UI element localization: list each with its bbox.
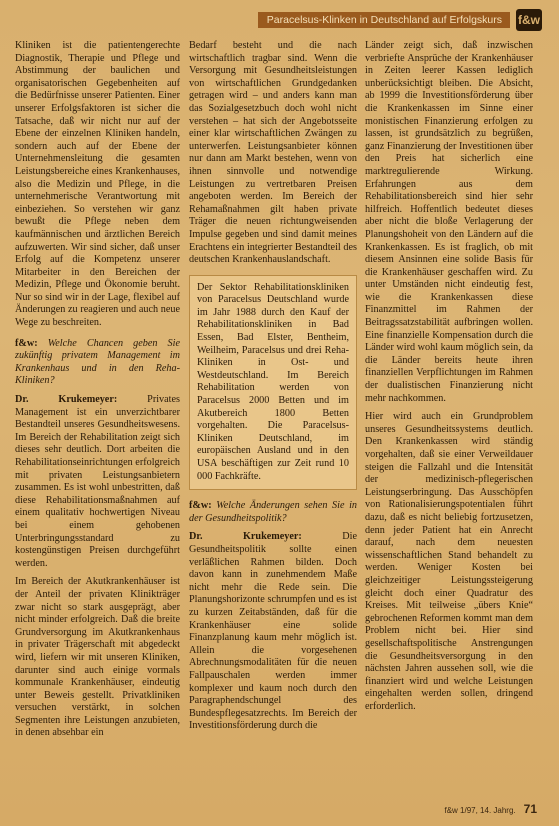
answer [15, 394, 180, 570]
column-2 [189, 40, 357, 739]
question-text: Welche Änderungen sehen Sie in der Gesundheitspolitik? [189, 500, 357, 524]
question-label: f&w: [15, 337, 38, 349]
paragraph: Bedarf besteht und die nach wirtschaftlich tragbar sind. Wenn die Versorgung mit Gesundheitsleistungen von wirtschaftlichen Grundgedanken getragen wird – und anders kann man das Sozialgesetzbuch doch wohl nicht verstehen – hat sich der Angebotsseite einer klar wirtschaftlichen Zwängen zu unterwerfen. Leistungsanbieter können nur dann am Markt bestehen, wenn von ihnen sinnvolle und notwendige Leistungen zu vertretbaren Preisen angeboten werden. Im Bereich der Rehamaßnahmen gilt haben private Träger die neuen richtungweisenden Impulse gegeben und sind damit meines Erachtens ein integrierter Bestandteil des deutschen Krankenhauslandschaft. [189, 40, 357, 266]
question [15, 338, 180, 388]
paragraph: Im Bereich der Akutkrankenhäuser ist der Anteil der privaten Klinikträger zwar nicht so stark ausgeprägt, aber nicht minder erfolgreich. Daß die breite Grundversorgung im Akutkrankenhaus in privater Trägerschaft mit abgedeckt wird, liefern wir mit unseren Kliniken, darunter sind auch einige vormals kommunale Krankenhäuser, eindeutig unter Beweis gestellt. Privatkliniken versuchen verstärkt, in solchen Segmenten ihre Leistungen anzubieten, in denen absehbar ein [15, 576, 180, 739]
answer-text: Privates Management ist ein unverzichtbarer Bestandteil unseres Gesundheitswesens. Im Bereich der Rehabilitation zeigt sich dieses sehr deutlich. Dort arbeiten die Rehabilitationseinrichtungen erfolgreich mit privaten Leistungsanbietern zusammen. Es ist wohl unbestritten, daß diese Rehabilitationsmaßnahmen auf einem qualitativ hochwertigen Niveau bei einem gehobenen Unterbringungsstandard zu kostengünstigen Preisen durchgeführt werden. [15, 394, 180, 569]
paragraph: Hier wird auch ein Grundproblem unseres Gesundheitssystems deutlich. Den Krankenkassen wird ständig vorgehalten, daß sie einer Verweildauer steigen die Fallzahl und die Intensität der medizinisch-pflegerischen Leistungserbringung. Das Ausschöpfen von Rationalisierungspotentialen führt dazu, daß es nicht beliebig fortzusetzen, denn jeder Patient hat ein Anrecht darauf, nach dem neuesten wissenschaftlichen Stand behandelt zu werden. Weniger Kosten bei gleichzeitiger Leistungssteigerung gleicht doch einer Quadratur des Kreises. Mit teilweise „übers Knie“ gebrochenen Reformen kommt man dem Problem nicht bei. Hier sind gesellschaftspolitische Anstrengungen die Gesundheitsversorgung in den nächsten Jahren aussehen soll, wie die finanziert wird und welche Leistungen eingehalten werden sollen, dringend erforderlich. [365, 411, 533, 712]
speaker-label: Dr. Krukemeyer: [15, 394, 118, 406]
question-text: Welche Chancen geben Sie zukünftig privatem Management im Krankenhaus und in den Reha-Kliniken? [15, 337, 181, 387]
issue-label: f&w 1/97, 14. Jahrg. [444, 806, 516, 815]
paragraph: Kliniken ist die patientengerechte Diagnostik, Therapie und Pflege und Abstimmung der baulichen und organisatorischen Gegebenheiten auf die Bedürfnisse unserer Patienten. Einer unserer Erfolgsfaktoren ist sicher die Tatsache, daß wir nicht nur auf der Ebene der einzelnen Kliniken handeln, sondern auch auf der Ebene der Unternehmensleitung die gesamten Leistungsbereiche eines Krankenhauses, also die Medizin und Pflege, in die unternehmerische Verantwortung mit einbeziehen. So verstehen wir ganz bewußt die Pflege neben dem kaufmännischen und ärztlichen Bereich aufzuwerten. Wir sind sicher, daß unser Erfolg auf die Kompetenz unserer Mitarbeiter in den Bereichen der Medizin, Pflege und Ökonomie beruht. Nur so sind wir in der Lage, flexibel auf Änderungen zu reagieren und auch neue Wege zu beschreiten. [15, 40, 180, 329]
speaker-label: Dr. Krukemeyer: [189, 531, 302, 543]
answer-text: Die Gesundheitspolitik sollte einen verläßlichen Rahmen bilden. Doch davon kann in zunehmendem Maße nicht mehr die Rede sein. Die Planungshorizonte schrumpfen und es ist zu kurzen Zeitabständen, daß für die Krankenhäuser eine solide Finanzplanung kaum mehr möglich ist. Allein die vorgesehenen Abrechnungsmodalitäten für die neuen Fallpauschalen werden immer komplexer und kaum noch durch den Paragraphendschungel des Bundespflegesatzrechts. Im Bereich der Investitionsförderung durch die [189, 531, 358, 732]
page-number: 71 [523, 802, 537, 816]
paragraph: Länder zeigt sich, daß inzwischen verbriefte Ansprüche der Krankenhäuser in Zeiten leerer Kassen lediglich unberücksichtigt bleiben. Die Absicht, ab 1999 die Investitionsförderung über die Krankenkassen im Sinne einer monistischen Finanzierung erfolgen zu lassen, ist grundsätzlich zu begrüßen, ganz Finanzierung der Investitionen über den Preis hat sicherlich eine marktregulierende Wirkung. Erfahrungen aus dem Rehabilitationsbereich sind hier sehr hilfreich. Hoffentlich bedeutet dieses aber nicht die bloße Verlagerung der Planungshoheit von den Ländern auf die Krankenkassen. Es ist fraglich, ob mit diesem Ansinnen eine solide Basis für die Krankenhäuser geschaffen wird. Zu unter Umständen nicht eindeutig fest, wie die Krankenkassen diese Finanzmittel im Rahmen der Beitragssatzstabilität aufbringen wollen. Eine finanzielle Kompensation durch die Länder wird wohl kaum möglich sein, da die Länder bereits heute ihren finanziellen Verpflichtungen im Rahmen der dualistischen Finanzierung nicht mehr nachkommen. [365, 40, 533, 404]
question [189, 500, 357, 525]
journal-logo: f&w [516, 9, 542, 31]
answer [189, 531, 357, 733]
column-3 [365, 40, 533, 719]
page-footer [444, 802, 537, 816]
column-1 [15, 40, 180, 746]
running-header: Paracelsus-Klinken in Deutschland auf Erfolgskurs [258, 12, 510, 28]
question-label: f&w: [189, 500, 212, 512]
info-box: Der Sektor Rehabilitationskliniken von Paracelsus Deutschland wurde im Jahr 1988 durch den Kauf der Rehabilitationskliniken in Bad Essen, Bad Elster, Bentheim, Weilheim, Paracelsus und drei Reha-Kliniken in Ost- und Westdeutschland. Im Bereich Rehabilitation werden von Paracelsus 2000 Betten und im Akutbereich 1800 Betten vorgehalten. Die Paracelsus-Kliniken Deutschland, im europäischen Ausland und in den USA beschäftigen zur Zeit rund 10 000 Fachkräfte. [189, 275, 357, 491]
